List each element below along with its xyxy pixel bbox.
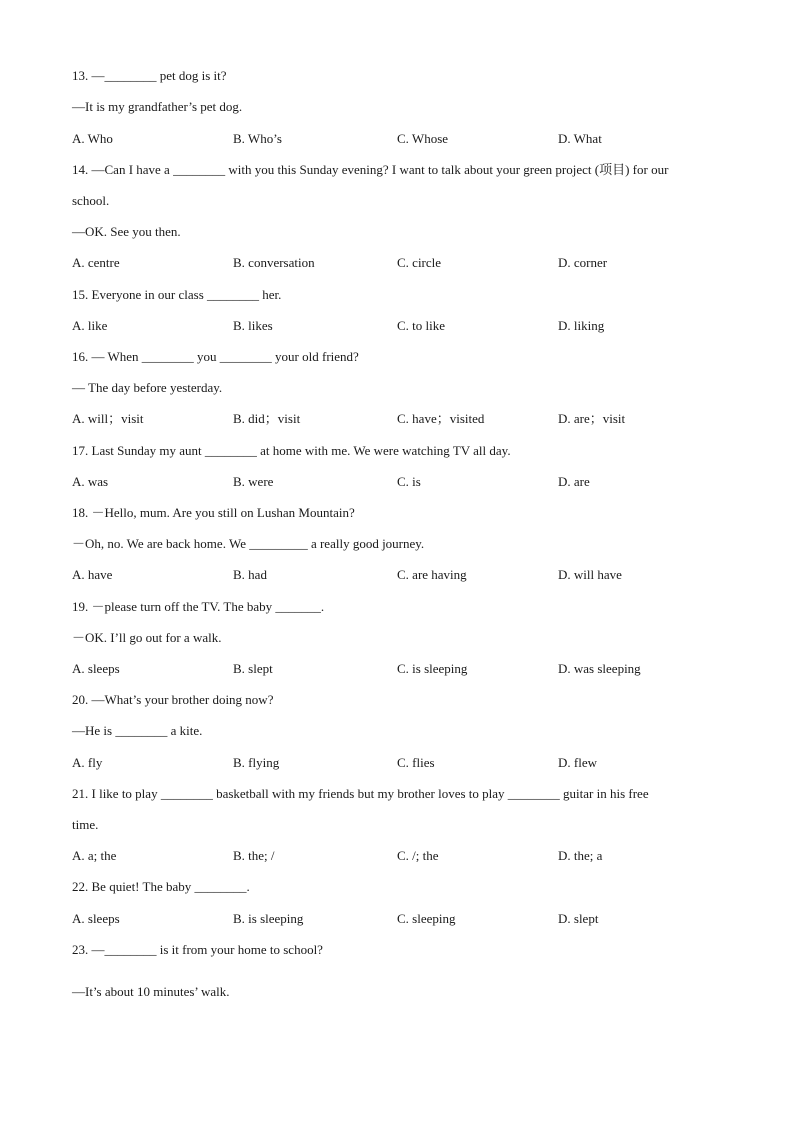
question-22-stem: 22. Be quiet! The baby ________. (72, 879, 250, 894)
question-18-option-c: C. are having (397, 567, 467, 582)
question-21-option-d: D. the; a (558, 848, 603, 863)
question-21-stem: 21. I like to play ________ basketball with my friends but my brother loves to play ________ guitar in his free (72, 786, 649, 801)
question-15-stem: 15. Everyone in our class ________ her. (72, 287, 282, 302)
question-22-option-c: C. sleeping (397, 911, 456, 926)
question-13-option-b: B. Who’s (233, 131, 282, 146)
question-18-option-d: D. will have (558, 567, 622, 582)
question-18-answer-line: －Oh, no. We are back home. We _________ a really good journey. (72, 536, 425, 551)
question-17-option-d: D. are (558, 474, 590, 489)
question-23-answer-line: —It’s about 10 minutes’ walk. (72, 984, 230, 999)
question-16-answer-line: — The day before yesterday. (72, 380, 223, 395)
question-20-option-b: B. flying (233, 755, 280, 770)
question-16-option-c: C. have；visited (397, 411, 485, 426)
question-20-option-c: C. flies (397, 755, 435, 770)
question-19-answer-line: －OK. I’ll go out for a walk. (72, 630, 222, 645)
question-22-option-a: A. sleeps (72, 911, 120, 926)
question-14-option-c: C. circle (397, 255, 442, 270)
question-20-option-a: A. fly (72, 755, 103, 770)
question-16-stem: 16. — When ________ you ________ your old friend? (72, 349, 359, 364)
question-17-option-a: A. was (72, 474, 109, 489)
question-19-stem: 19. －please turn off the TV. The baby _______. (72, 599, 325, 614)
question-16-option-a: A. will；visit (72, 411, 144, 426)
question-14-option-d: D. corner (558, 255, 608, 270)
question-13-stem: 13. —________ pet dog is it? (72, 68, 227, 83)
question-13-answer-line: —It is my grandfather’s pet dog. (72, 99, 243, 114)
question-19-option-b: B. slept (233, 661, 273, 676)
question-14-option-a: A. centre (72, 255, 120, 270)
question-15-option-c: C. to like (397, 318, 446, 333)
question-23-stem: 23. —________ is it from your home to school? (72, 942, 323, 957)
question-13-option-c: C. Whose (397, 131, 449, 146)
question-20-option-d: D. flew (558, 755, 597, 770)
question-21-option-b: B. the; / (233, 848, 275, 863)
question-16-option-d: D. are；visit (558, 411, 626, 426)
question-13-option-a: A. Who (72, 131, 113, 146)
question-14-stem: 14. —Can I have a ________ with you this Sunday evening? I want to talk about your green project (项目) for our (72, 162, 669, 177)
question-15-option-d: D. liking (558, 318, 605, 333)
question-15-option-a: A. like (72, 318, 108, 333)
question-19-option-d: D. was sleeping (558, 661, 641, 676)
question-14-option-b: B. conversation (233, 255, 315, 270)
question-15-option-b: B. likes (233, 318, 273, 333)
question-17-stem: 17. Last Sunday my aunt ________ at home with me. We were watching TV all day. (72, 443, 511, 458)
question-14-stem-cont: school. (72, 193, 110, 208)
question-14-answer-line: —OK. See you then. (72, 224, 181, 239)
question-19-option-a: A. sleeps (72, 661, 120, 676)
question-17-option-c: C. is (397, 474, 421, 489)
question-22-option-d: D. slept (558, 911, 599, 926)
question-18-option-a: A. have (72, 567, 113, 582)
question-22-option-b: B. is sleeping (233, 911, 304, 926)
question-19-option-c: C. is sleeping (397, 661, 468, 676)
question-21-stem-cont: time. (72, 817, 99, 832)
question-20-stem: 20. —What’s your brother doing now? (72, 692, 274, 707)
question-21-option-c: C. /; the (397, 848, 439, 863)
question-13-option-d: D. What (558, 131, 602, 146)
question-20-answer-line: —He is ________ a kite. (72, 723, 203, 738)
question-17-option-b: B. were (233, 474, 274, 489)
question-18-option-b: B. had (233, 567, 267, 582)
question-18-stem: 18. －Hello, mum. Are you still on Lushan Mountain? (72, 505, 355, 520)
question-16-option-b: B. did；visit (233, 411, 301, 426)
question-21-option-a: A. a; the (72, 848, 117, 863)
